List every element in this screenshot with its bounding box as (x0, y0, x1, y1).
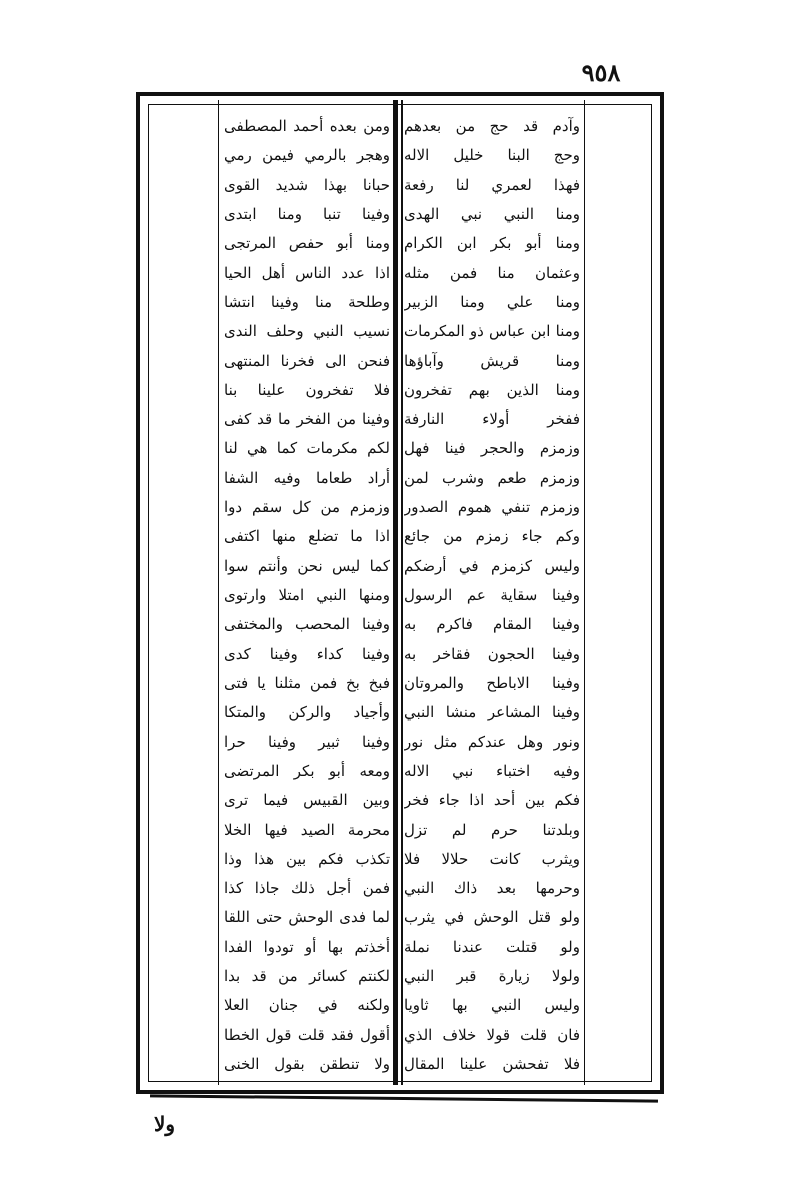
verse-line: فهذا لعمري لنا رفعة (404, 175, 580, 194)
verse-line: أقول فقد قلت قول الخطا (224, 1025, 390, 1044)
verse-line: وعثمان منا فمن مثله (404, 263, 580, 282)
verse-line: فبخ بخ فمن مثلنا يا فتى (224, 673, 390, 692)
verse-line: فلا تفخرون علينا بنا (224, 380, 390, 399)
verse-line: وطلحة منا وفينا انتشا (224, 292, 390, 311)
verse-line: وبين القبيس فيما ترى (224, 791, 390, 810)
verse-line: أخذتم بها أو تودوا الفدا (224, 937, 390, 956)
verse-line: وفينا المقام فاكرم به (404, 615, 580, 634)
verse-line: حبانا بهذا شديد القوى (224, 175, 390, 194)
verse-line: ولكنه في جنان العلا (224, 996, 390, 1015)
right-column-verses (404, 112, 580, 1078)
column-divider-thin (401, 100, 403, 1085)
verse-line: وزمزم طعم وشرب لمن (404, 468, 580, 487)
verse-line: وفينا الحجون فقاخر به (404, 644, 580, 663)
verse-line: وحرمها بعد ذاك النبي (404, 879, 580, 898)
verse-line: ففخر أولاء النارفة (404, 410, 580, 429)
verse-line: ومنا الذين بهم تفخرون (404, 380, 580, 399)
verse-line: ولو قتلت عندنا نملة (404, 937, 580, 956)
verse-line: اذا عدد الناس أهل الحيا (224, 263, 390, 282)
verse-line: وزمزم من كل سقم دوا (224, 498, 390, 517)
verse-line: نسيب النبي وحلف الندى (224, 322, 390, 341)
bottom-rule (150, 1094, 658, 1102)
verse-line: أراد طعاما وفيه الشفا (224, 468, 390, 487)
verse-line: ومعه أبو بكر المرتضى (224, 761, 390, 780)
verse-line: فنحن الى فخرنا المنتهى (224, 351, 390, 370)
verse-line: وليس النبي بها ثاويا (404, 996, 580, 1015)
verse-line: وكم جاء زمزم من جائع (404, 527, 580, 546)
verse-line: وفينا الاباطح والمروتان (404, 673, 580, 692)
verse-line: وفينا ثبير وفينا حرا (224, 732, 390, 751)
left-column-verses (224, 112, 390, 1078)
verse-line: فان قلت قولا خلاف الذي (404, 1025, 580, 1044)
verse-line: وآدم قد حج من بعدهم (404, 117, 580, 135)
verse-line: لكنتم كسائر من قد بدا (224, 967, 390, 986)
verse-line: لكم مكرمات كما هي لنا (224, 439, 390, 458)
verse-line: وليس كزمزم في أرضكم (404, 556, 580, 575)
verse-line: كما ليس نحن وأنتم سوا (224, 556, 390, 575)
verse-line: وحج البنا خليل الاله (404, 146, 580, 165)
verse-line: وفينا كداء وفينا كدى (224, 644, 390, 663)
verse-line: وزمزم تنفي هموم الصدور (404, 498, 580, 517)
catchword: ولا (154, 1112, 176, 1136)
verse-line: لما فدى الوحش حتى اللقا (224, 908, 390, 927)
verse-line: ويثرب كانت حلالا فلا (404, 849, 580, 868)
column-divider (393, 100, 397, 1085)
verse-line: وفيه اختباء نبي الاله (404, 761, 580, 780)
verse-line: ومنا ابن عباس ذو المكرمات (404, 322, 580, 341)
verse-line: ومنا علي ومنا الزبير (404, 292, 580, 311)
verse-line: فكم بين أحد اذا جاء فخر (404, 791, 580, 810)
verse-line: وفينا المحصب والمختفى (224, 615, 390, 634)
verse-line: وفينا تنبا ومنا ابتدى (224, 204, 390, 223)
verse-line: وفينا سقاية عم الرسول (404, 586, 580, 604)
verse-line: فمن أجل ذلك جاذا كذا (224, 879, 390, 898)
verse-line: ومنا النبي نبي الهدى (404, 204, 580, 223)
verse-line: ولولا زيارة قبر النبي (404, 967, 580, 986)
verse-line: ولا تنطقن بقول الخنى (224, 1055, 390, 1073)
verse-line: ومنها النبي امتلا وارتوى (224, 586, 390, 604)
verse-line: ومنا قريش وآباؤها (404, 351, 580, 370)
verse-line: فلا تفحشن علينا المقال (404, 1055, 580, 1073)
page-number: ٩٥٨ (581, 58, 621, 87)
verse-line: ومنا أبو حفص المرتجى (224, 234, 390, 253)
verse-line: ومنا أبو بكر ابن الكرام (404, 234, 580, 253)
verse-line: وأجياد والركن والمتكا (224, 703, 390, 722)
verse-line: محرمة الصيد فيها الخلا (224, 820, 390, 839)
verse-line: تكذب فكم بين هذا وذا (224, 849, 390, 868)
verse-line: اذا ما تضلع منها اكتفى (224, 527, 390, 546)
verse-line: ولو قتل الوحش في يثرب (404, 908, 580, 927)
verse-line: ومن بعده أحمد المصطفى (224, 117, 390, 135)
verse-line: ونور وهل عندكم مثل نور (404, 732, 580, 751)
verse-line: وفينا المشاعر منشا النبي (404, 703, 580, 722)
verse-line: وفينا من الفخر ما قد كفى (224, 410, 390, 429)
verse-line: وهجر بالرمي فيمن رمي (224, 146, 390, 165)
verse-line: وبلدتنا حرم لم تزل (404, 820, 580, 839)
verse-line: وزمزم والحجر فينا فهل (404, 439, 580, 458)
